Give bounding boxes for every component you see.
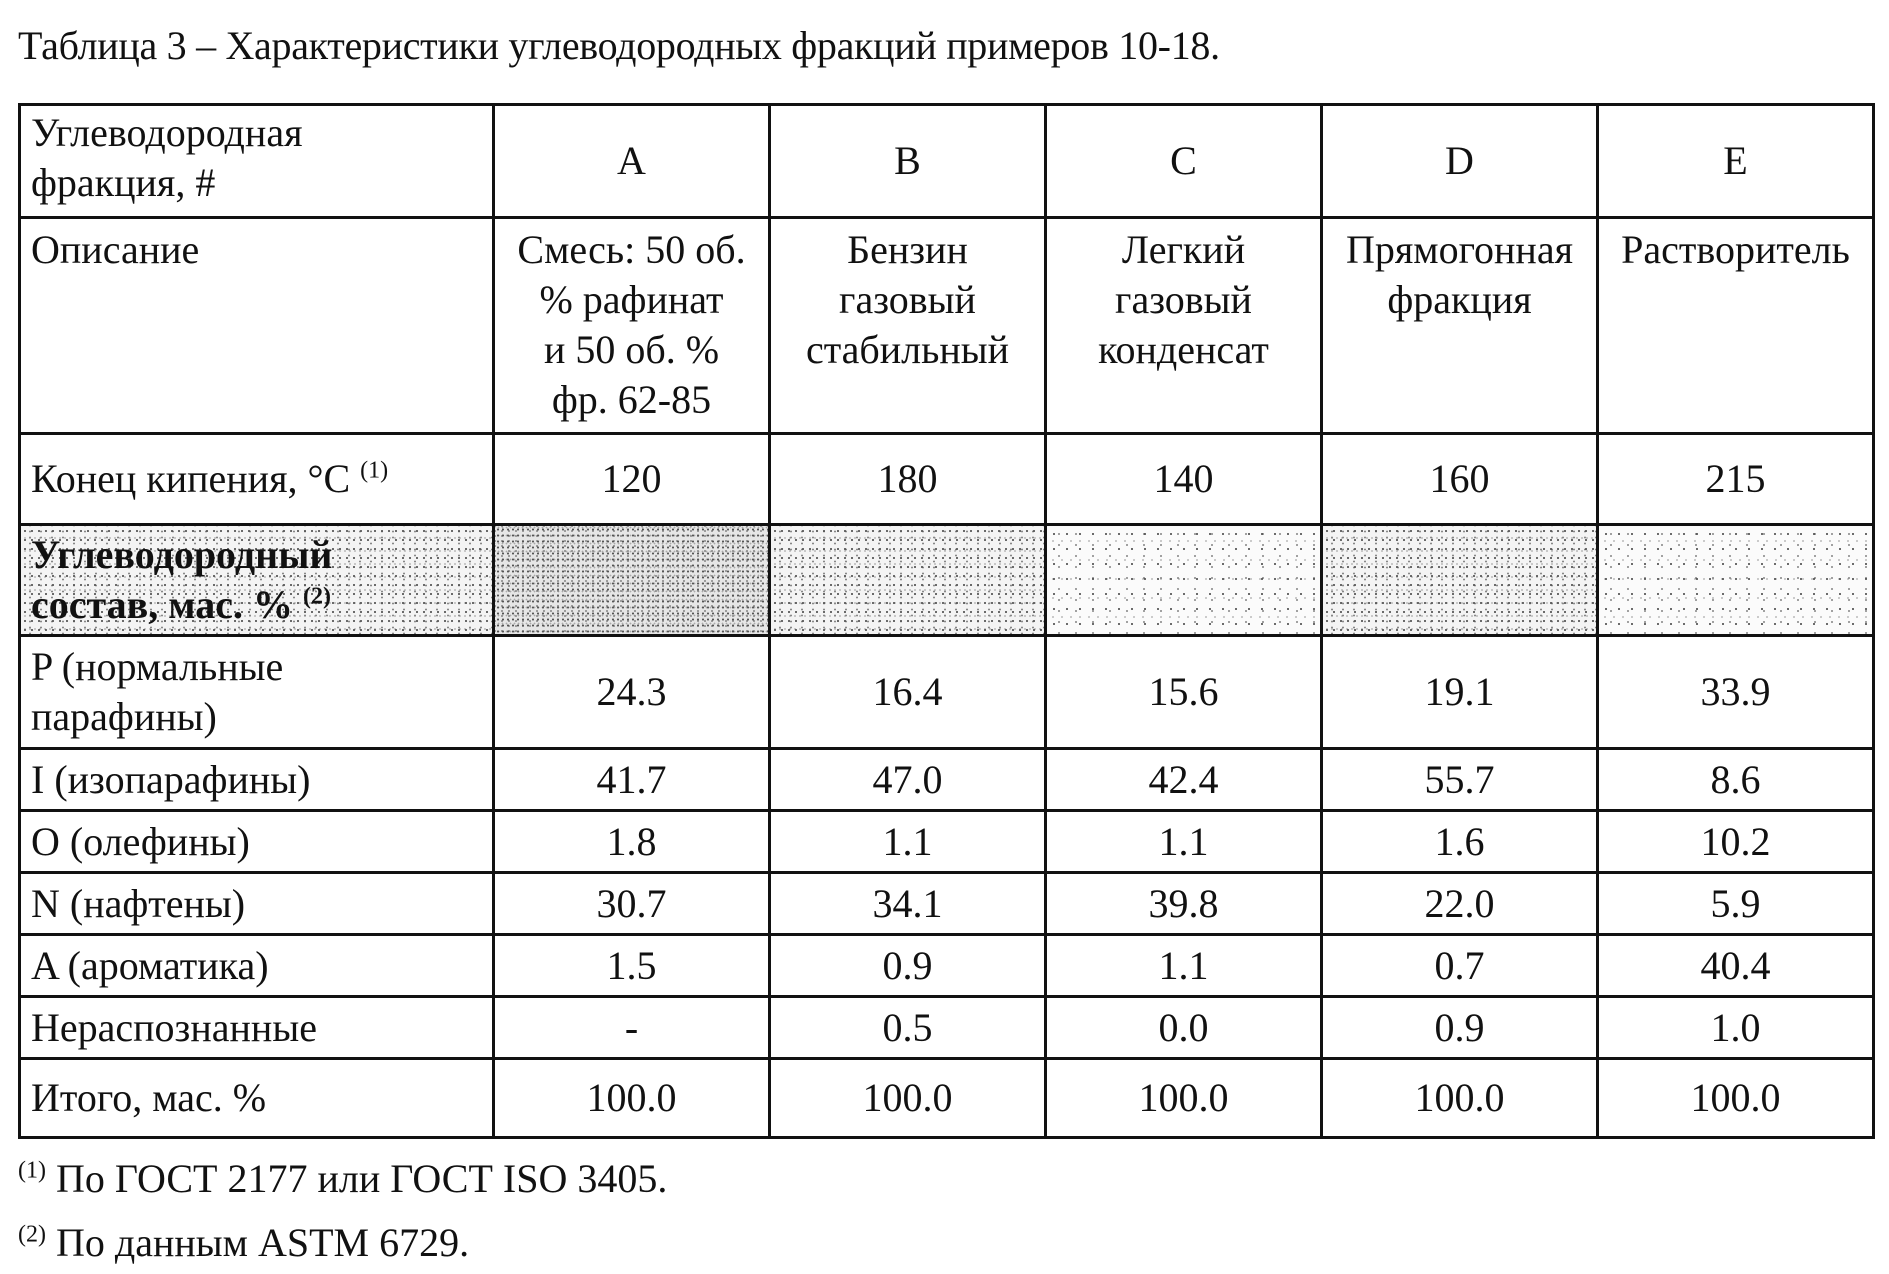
value-cell: 47.0 [770, 749, 1046, 811]
table-row [20, 636, 1874, 749]
composition-label-line2: состав, мас. % [31, 582, 293, 627]
fractions-table [18, 103, 1875, 1139]
value-cell: 1.0 [1598, 997, 1874, 1059]
row-label: A (ароматика) [20, 935, 494, 997]
total-value: 100.0 [1046, 1059, 1322, 1138]
value-cell: 5.9 [1598, 873, 1874, 935]
description-cell [1046, 218, 1322, 434]
boiling-value: 215 [1598, 434, 1874, 525]
description-line: газовый [1115, 277, 1252, 322]
footnote-ref: (2) [302, 583, 331, 610]
description-cell [1322, 218, 1598, 434]
shaded-cell [1598, 525, 1874, 636]
composition-section-row [20, 525, 1874, 636]
row-label-line2: парафины) [31, 694, 217, 739]
description-line: Прямогонная [1346, 227, 1573, 272]
value-cell: 8.6 [1598, 749, 1874, 811]
boiling-value: 140 [1046, 434, 1322, 525]
value-cell: 33.9 [1598, 636, 1874, 749]
table-row [20, 749, 1874, 811]
table-row [20, 935, 1874, 997]
footnote-marker: (2) [18, 1221, 46, 1248]
value-cell: 0.5 [770, 997, 1046, 1059]
description-line: Легкий [1121, 227, 1246, 272]
boiling-label-cell [20, 434, 494, 525]
footnote-text: По ГОСТ 2177 или ГОСТ ISO 3405. [55, 1156, 668, 1201]
value-cell: 0.7 [1322, 935, 1598, 997]
row-label: N (нафтены) [20, 873, 494, 935]
value-cell: 1.8 [494, 811, 770, 873]
value-cell: 1.1 [770, 811, 1046, 873]
description-line: Бензин [847, 227, 968, 272]
value-cell: 22.0 [1322, 873, 1598, 935]
header-label-line2: фракция, # [31, 160, 216, 205]
value-cell: 1.1 [1046, 811, 1322, 873]
shaded-cell [1046, 525, 1322, 636]
value-cell: 1.5 [494, 935, 770, 997]
value-cell: 30.7 [494, 873, 770, 935]
shaded-cell [770, 525, 1046, 636]
value-cell: 24.3 [494, 636, 770, 749]
value-cell: 42.4 [1046, 749, 1322, 811]
composition-label-line1: Углеводородный [31, 532, 333, 577]
description-line: конденсат [1098, 327, 1269, 372]
table-title: Таблица 3 – Характеристики углеводородных фракций примеров 10-18. [18, 23, 1220, 68]
composition-label-cell [20, 525, 494, 636]
value-cell: 1.6 [1322, 811, 1598, 873]
column-header-a: A [494, 105, 770, 218]
description-line: и 50 об. % [543, 327, 720, 372]
footnote-marker: (1) [18, 1157, 46, 1184]
boiling-value: 160 [1322, 434, 1598, 525]
footnote-ref: (1) [360, 457, 389, 484]
description-line: стабильный [805, 327, 1010, 372]
row-label: O (олефины) [20, 811, 494, 873]
description-line: % рафинат [539, 277, 724, 322]
value-cell: - [494, 997, 770, 1059]
column-header-d: D [1322, 105, 1598, 218]
total-value: 100.0 [494, 1059, 770, 1138]
total-label: Итого, мас. % [20, 1059, 494, 1138]
value-cell: 0.9 [770, 935, 1046, 997]
total-value: 100.0 [1598, 1059, 1874, 1138]
boiling-row [20, 434, 1874, 525]
boiling-value: 180 [770, 434, 1046, 525]
value-cell: 40.4 [1598, 935, 1874, 997]
column-header-e: E [1598, 105, 1874, 218]
row-label-cell [20, 636, 494, 749]
row-label-line1: P (нормальные [31, 644, 284, 689]
total-value: 100.0 [1322, 1059, 1598, 1138]
description-line: фр. 62-85 [551, 377, 712, 422]
total-value: 100.0 [770, 1059, 1046, 1138]
description-line: газовый [839, 277, 976, 322]
row-label: Нераспознанные [20, 997, 494, 1059]
description-line: фракция [1387, 277, 1532, 322]
shaded-cell [494, 525, 770, 636]
row-label: I (изопарафины) [20, 749, 494, 811]
description-line: Растворитель [1621, 227, 1850, 272]
value-cell: 1.1 [1046, 935, 1322, 997]
column-header-b: B [770, 105, 1046, 218]
value-cell: 0.0 [1046, 997, 1322, 1059]
total-row [20, 1059, 1874, 1138]
boiling-label: Конец кипения, °С [31, 456, 351, 501]
header-label-line1: Углеводородная [31, 110, 303, 155]
description-cell [770, 218, 1046, 434]
column-header-c: C [1046, 105, 1322, 218]
value-cell: 0.9 [1322, 997, 1598, 1059]
boiling-value: 120 [494, 434, 770, 525]
description-row [20, 218, 1874, 434]
value-cell: 55.7 [1322, 749, 1598, 811]
value-cell: 39.8 [1046, 873, 1322, 935]
value-cell: 19.1 [1322, 636, 1598, 749]
table-row [20, 997, 1874, 1059]
header-row [20, 105, 1874, 218]
value-cell: 15.6 [1046, 636, 1322, 749]
value-cell: 34.1 [770, 873, 1046, 935]
value-cell: 10.2 [1598, 811, 1874, 873]
description-line: Смесь: 50 об. [517, 227, 746, 272]
description-cell [1598, 218, 1874, 434]
table-row [20, 873, 1874, 935]
shaded-cell [1322, 525, 1598, 636]
footnotes [18, 1148, 667, 1274]
description-label: Описание [20, 218, 494, 434]
value-cell: 41.7 [494, 749, 770, 811]
description-cell [494, 218, 770, 434]
value-cell: 16.4 [770, 636, 1046, 749]
footnote-2 [18, 1212, 667, 1274]
table-row [20, 811, 1874, 873]
footnote-text: По данным ASTM 6729. [55, 1220, 470, 1265]
footnote-1 [18, 1148, 667, 1210]
header-label-cell [20, 105, 494, 218]
